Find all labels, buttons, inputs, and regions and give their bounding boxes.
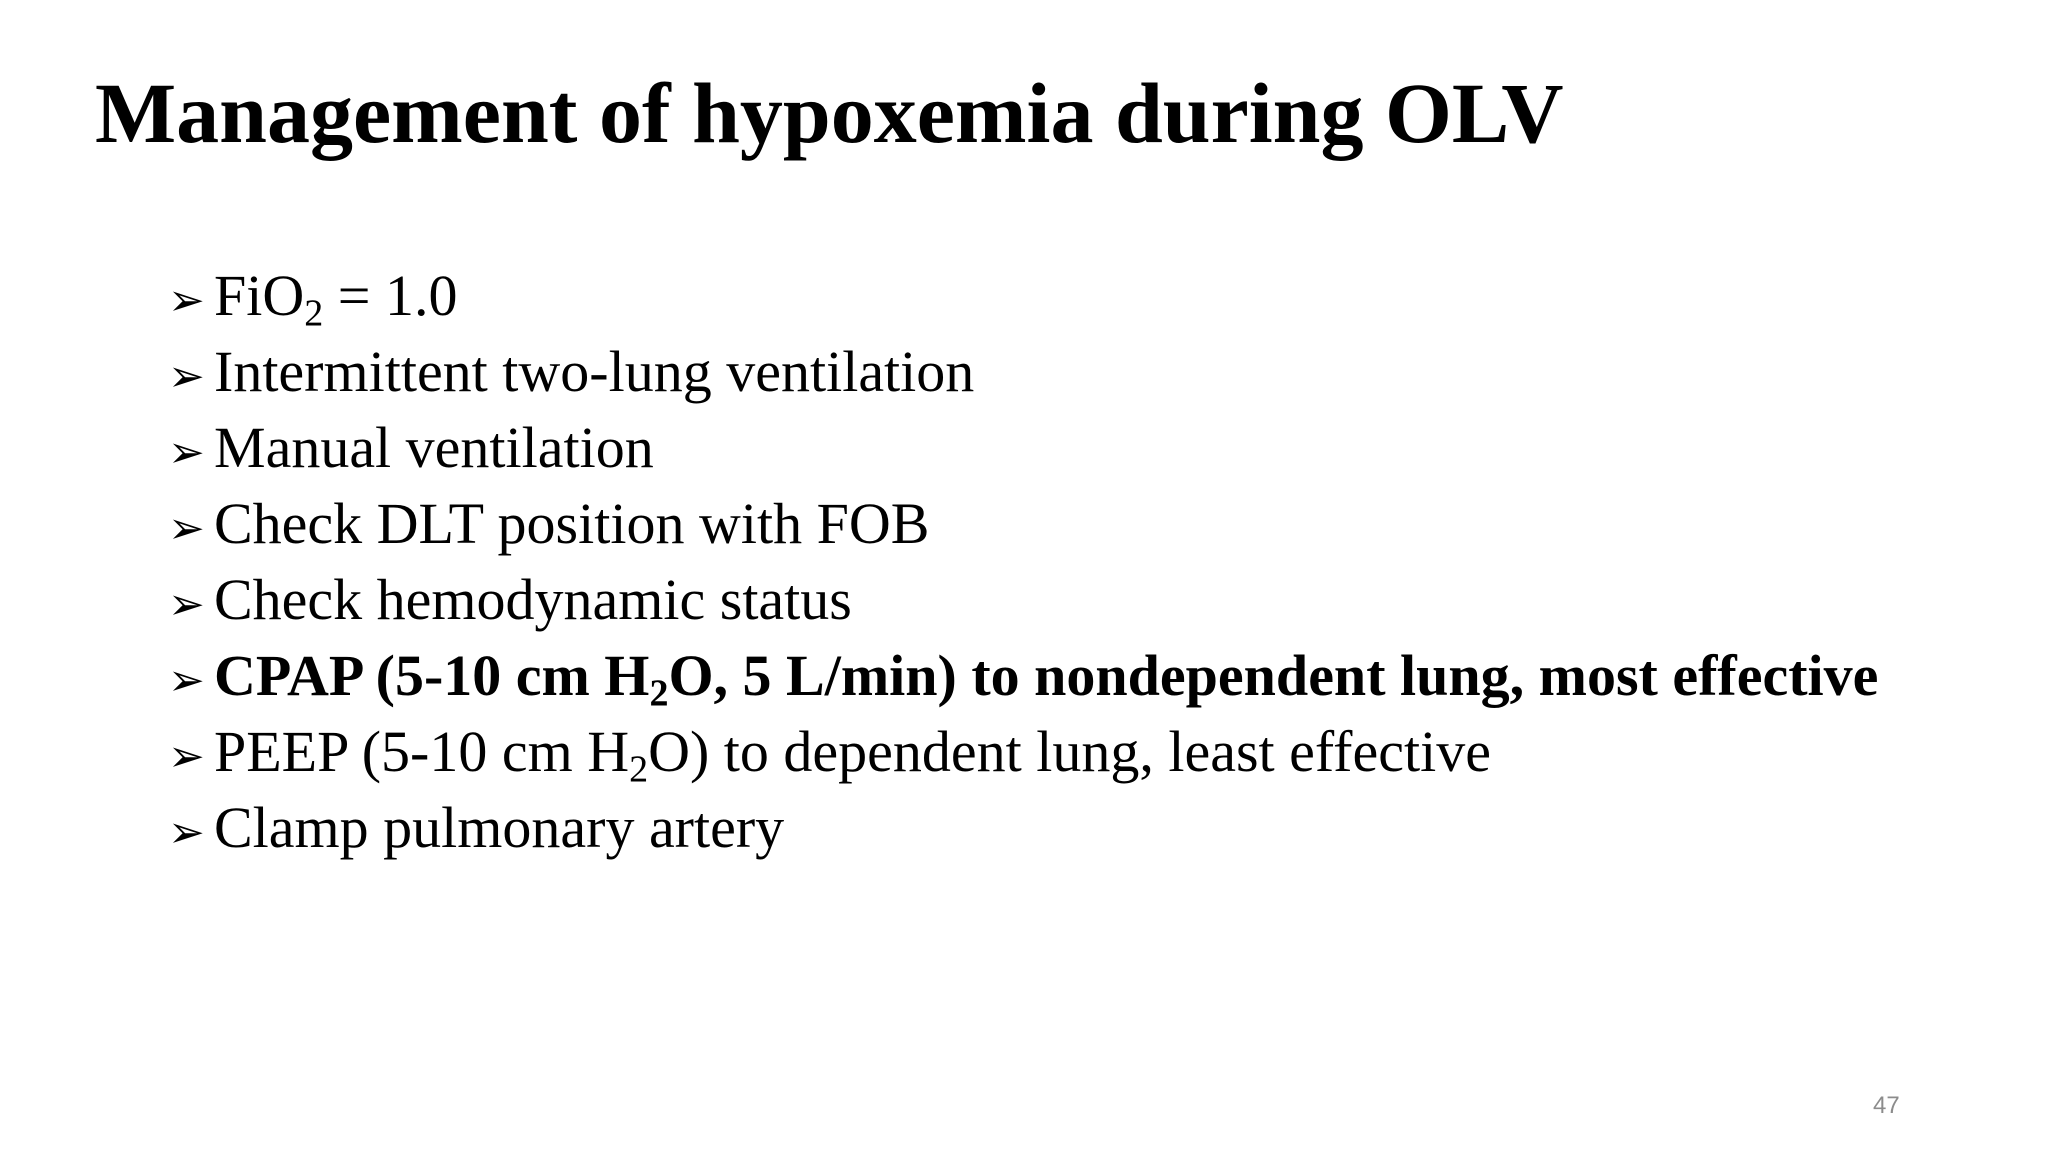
bullet-item-clamp-artery	[168, 790, 1878, 866]
arrow-bullet-icon: ➢	[168, 655, 205, 706]
bullet-item-intermittent-ventilation	[168, 334, 1878, 410]
bullet-text: PEEP (5-10 cm $H_2O$) to dependent lung, least effective	[214, 719, 1491, 791]
arrow-bullet-icon: ➢	[168, 579, 205, 630]
arrow-bullet-icon: ➢	[168, 275, 205, 326]
bullet-item-check-hemodynamic	[168, 562, 1878, 638]
bullet-item-cpap	[168, 638, 1878, 714]
bullet-text: CPAP (5-10 cm $H_2O$, 5 L/min) to nondependent lung, most effective	[214, 643, 1879, 715]
arrow-bullet-icon: ➢	[168, 503, 205, 554]
arrow-bullet-icon: ➢	[168, 731, 205, 782]
bullet-text: FiO$_2$ = 1.0	[214, 263, 458, 335]
bullet-item-check-dlt	[168, 486, 1878, 562]
bullet-list	[168, 258, 1878, 866]
bullet-text: Intermittent two-lung ventilation	[214, 339, 975, 404]
bullet-text: Manual ventilation	[214, 415, 654, 480]
page-number: 47	[1873, 1092, 1900, 1119]
bullet-item-peep	[168, 714, 1878, 790]
bullet-item-fio2	[168, 258, 1878, 334]
bullet-text: Check DLT position with FOB	[214, 491, 930, 556]
bullet-text: Clamp pulmonary artery	[214, 795, 785, 860]
bullet-text: Check hemodynamic status	[214, 567, 852, 632]
arrow-bullet-icon: ➢	[168, 427, 205, 478]
arrow-bullet-icon: ➢	[168, 351, 205, 402]
arrow-bullet-icon: ➢	[168, 807, 205, 858]
slide-title: Management of hypoxemia during OLV	[95, 65, 1564, 161]
bullet-item-manual-ventilation	[168, 410, 1878, 486]
